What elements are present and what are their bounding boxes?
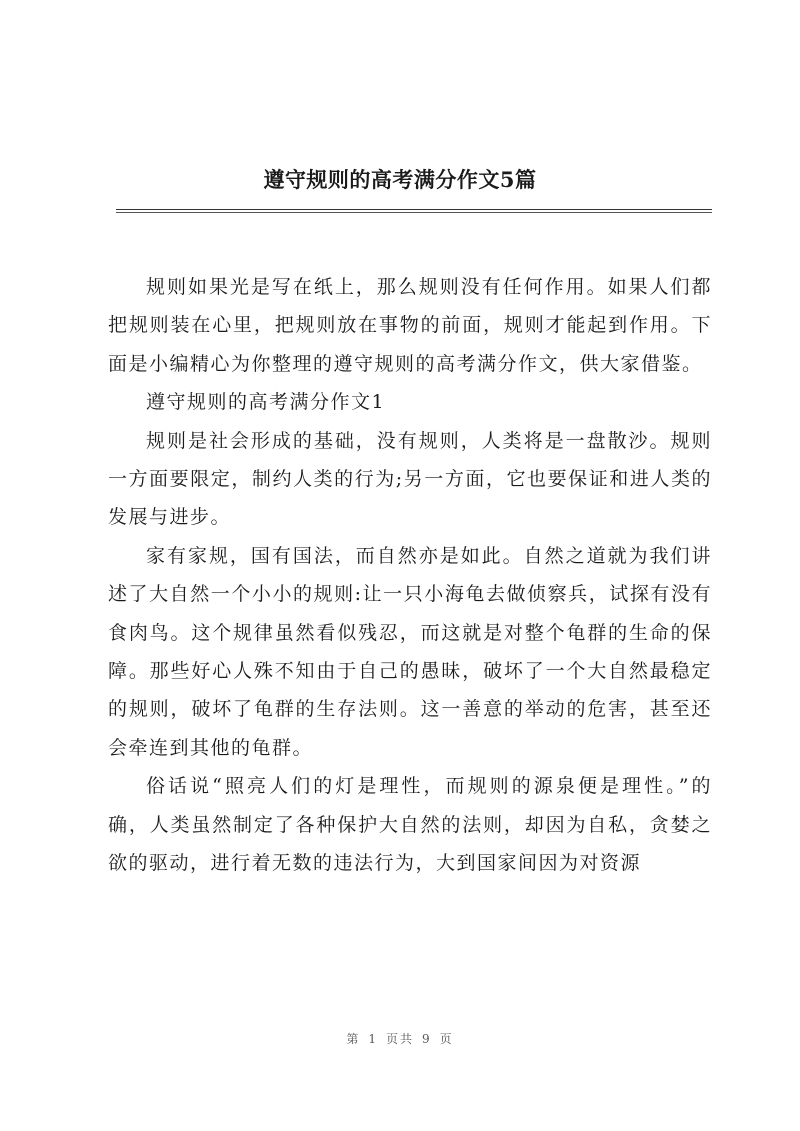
section-heading: 遵守规则的高考满分作文1	[146, 391, 386, 414]
footer-prefix: 第	[346, 1032, 361, 1046]
paragraph: 规则是社会形成的基础，没有规则，人类将是一盘散沙。规则一方面要限定，制约人类的行为;另一方面，它也要保证和进人类的发展与进步。	[108, 429, 712, 529]
paragraph: 家有家规，国有国法，而自然亦是如此。自然之道就为我们讲述了大自然一个小小的规则:让一只小海龟去做侦察兵，试探有没有食肉鸟。这个规律虽然看似残忍，而这就是对整个龟群的生命的保障。那些好心人殊不知由于自己的愚昧，破坏了一个大自然最稳定的规则，破坏了龟群的生存法则。这一善意的举动的危害，甚至还会牵连到其他的龟群。	[108, 544, 712, 759]
footer-suffix: 页	[439, 1032, 454, 1046]
document-title: 遵守规则的高考满分作文5篇	[263, 167, 537, 192]
page-footer	[0, 1030, 800, 1047]
footer-middle: 页共	[385, 1032, 414, 1046]
footer-total-pages: 9	[422, 1032, 432, 1046]
title-divider	[116, 209, 712, 213]
document-body	[108, 268, 712, 883]
footer-current-page: 1	[368, 1032, 378, 1046]
paragraph-intro: 规则如果光是写在纸上，那么规则没有任何作用。如果人们都把规则装在心里，把规则放在事物的前面，规则才能起到作用。下面是小编精心为你整理的遵守规则的高考满分作文，供大家借鉴。	[108, 276, 712, 375]
paragraph: 俗话说“照亮人们的灯是理性，而规则的源泉便是理性。”的确，人类虽然制定了各种保护大自然的法则，却因为自私，贪婪之欲的驱动，进行着无数的违法行为，大到国家间因为对资源	[108, 775, 712, 875]
